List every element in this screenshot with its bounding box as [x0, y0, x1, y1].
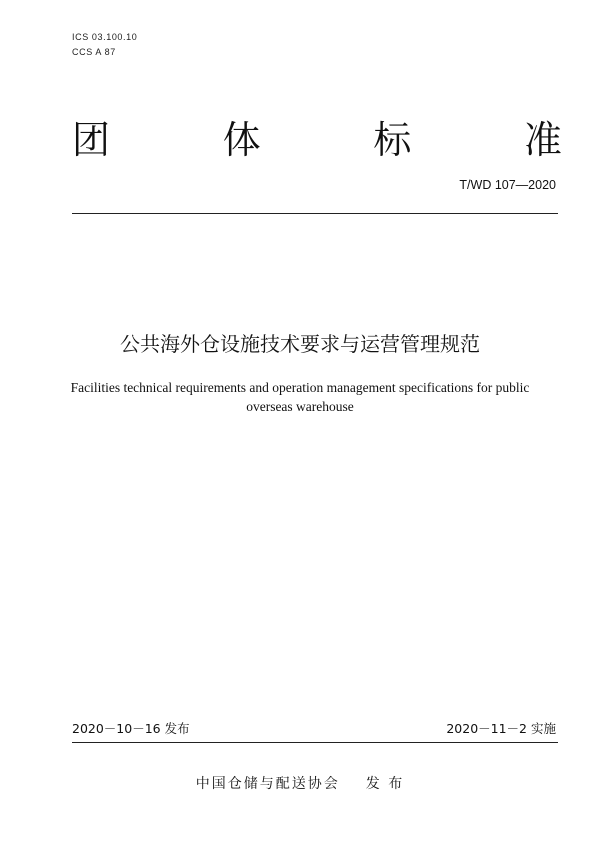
english-title-line-1: Facilities technical requirements and operation management specifications for public: [70, 380, 530, 395]
title-char-3: 标: [373, 118, 412, 162]
english-title: [40, 378, 560, 416]
chinese-title: 公共海外仓设施技术要求与运营管理规范: [120, 332, 480, 356]
ics-code: ICS 03.100.10: [72, 32, 138, 42]
document-type-title: [72, 114, 562, 166]
english-title-line-2: overseas warehouse: [246, 399, 354, 414]
classification-codes: [72, 30, 137, 60]
implementation-date: 2020－11－2 实施: [446, 721, 556, 736]
issue-date: 2020－10－16 发布: [72, 721, 190, 736]
standard-number: T/WD 107—2020: [459, 178, 556, 192]
header-divider: [72, 213, 558, 214]
publisher-name: 中国仓储与配送协会: [195, 776, 340, 792]
title-char-2: 体: [222, 118, 261, 162]
ccs-code: CCS A 87: [72, 47, 116, 57]
publisher-line: [0, 773, 600, 793]
title-char-4: 准: [523, 118, 562, 162]
footer-divider: [72, 742, 558, 743]
publish-action: 发 布: [365, 776, 405, 792]
title-char-1: 团: [72, 118, 111, 162]
